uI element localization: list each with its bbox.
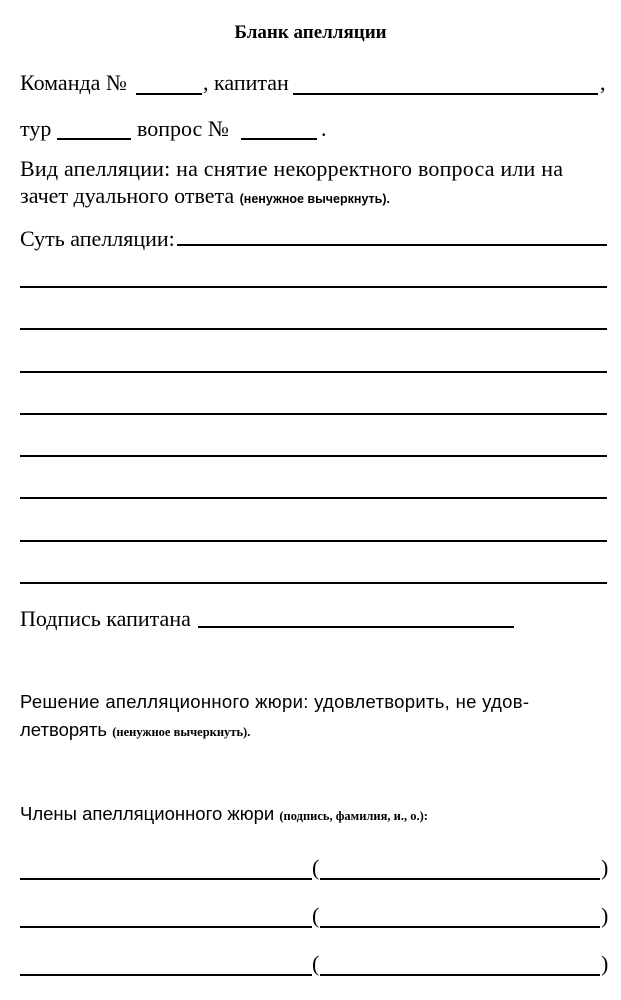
decision-line-2-text: летворять <box>20 719 108 740</box>
essence-label: Суть апелляции: <box>20 226 175 251</box>
jury-signature-field-2[interactable] <box>20 926 312 928</box>
essence-line-1[interactable] <box>177 244 607 246</box>
essence-line-7[interactable] <box>20 497 607 499</box>
team-label: Команда № <box>20 70 127 95</box>
jury-signature-field-3[interactable] <box>20 974 312 976</box>
jury-members-label <box>20 803 428 825</box>
essence-line-8[interactable] <box>20 540 607 542</box>
essence-line-6[interactable] <box>20 455 607 457</box>
jury-members-note: (подпись, фамилия, и., о.): <box>279 809 428 823</box>
jury-signature-field-1[interactable] <box>20 878 312 880</box>
jury-name-field-2[interactable] <box>320 926 600 928</box>
essence-line-4[interactable] <box>20 371 607 373</box>
captain-signature-field[interactable] <box>198 626 514 628</box>
jury-close-paren-1: ) <box>601 855 609 880</box>
question-dot: . <box>321 116 327 141</box>
decision-line-1: Решение апелляционного жюри: удовлетворить, не удов- <box>20 691 530 712</box>
jury-open-paren-3: ( <box>312 951 320 976</box>
essence-line-2[interactable] <box>20 286 607 288</box>
question-label: вопрос № <box>137 116 229 141</box>
jury-name-field-1[interactable] <box>320 878 600 880</box>
decision-line-2 <box>20 719 250 741</box>
appeal-type-line-1: Вид апелляции: на снятие некорректного вопроса или на <box>20 156 564 181</box>
jury-name-field-3[interactable] <box>320 974 600 976</box>
essence-line-9[interactable] <box>20 582 607 584</box>
team-number-field[interactable] <box>136 93 202 95</box>
jury-close-paren-3: ) <box>601 951 609 976</box>
jury-close-paren-2: ) <box>601 903 609 928</box>
question-number-field[interactable] <box>241 138 317 140</box>
essence-line-3[interactable] <box>20 328 607 330</box>
captain-label: , капитан <box>203 70 289 95</box>
round-field[interactable] <box>57 138 131 140</box>
decision-note: (ненужное вычеркнуть). <box>112 725 251 739</box>
essence-line-5[interactable] <box>20 413 607 415</box>
jury-open-paren-1: ( <box>312 855 320 880</box>
captain-name-field[interactable] <box>293 93 598 95</box>
appeal-type-note: (ненужное вычеркнуть). <box>239 192 390 206</box>
jury-open-paren-2: ( <box>312 903 320 928</box>
jury-members-label-text: Члены апелляционного жюри <box>20 803 275 824</box>
captain-signature-label: Подпись капитана <box>20 606 191 631</box>
appeal-type-line-2 <box>20 183 390 209</box>
captain-comma: , <box>600 70 606 95</box>
form-title: Бланк апелляции <box>234 22 387 43</box>
appeal-type-line-2-text: зачет дуального ответа <box>20 183 235 208</box>
round-label: тур <box>20 116 52 141</box>
